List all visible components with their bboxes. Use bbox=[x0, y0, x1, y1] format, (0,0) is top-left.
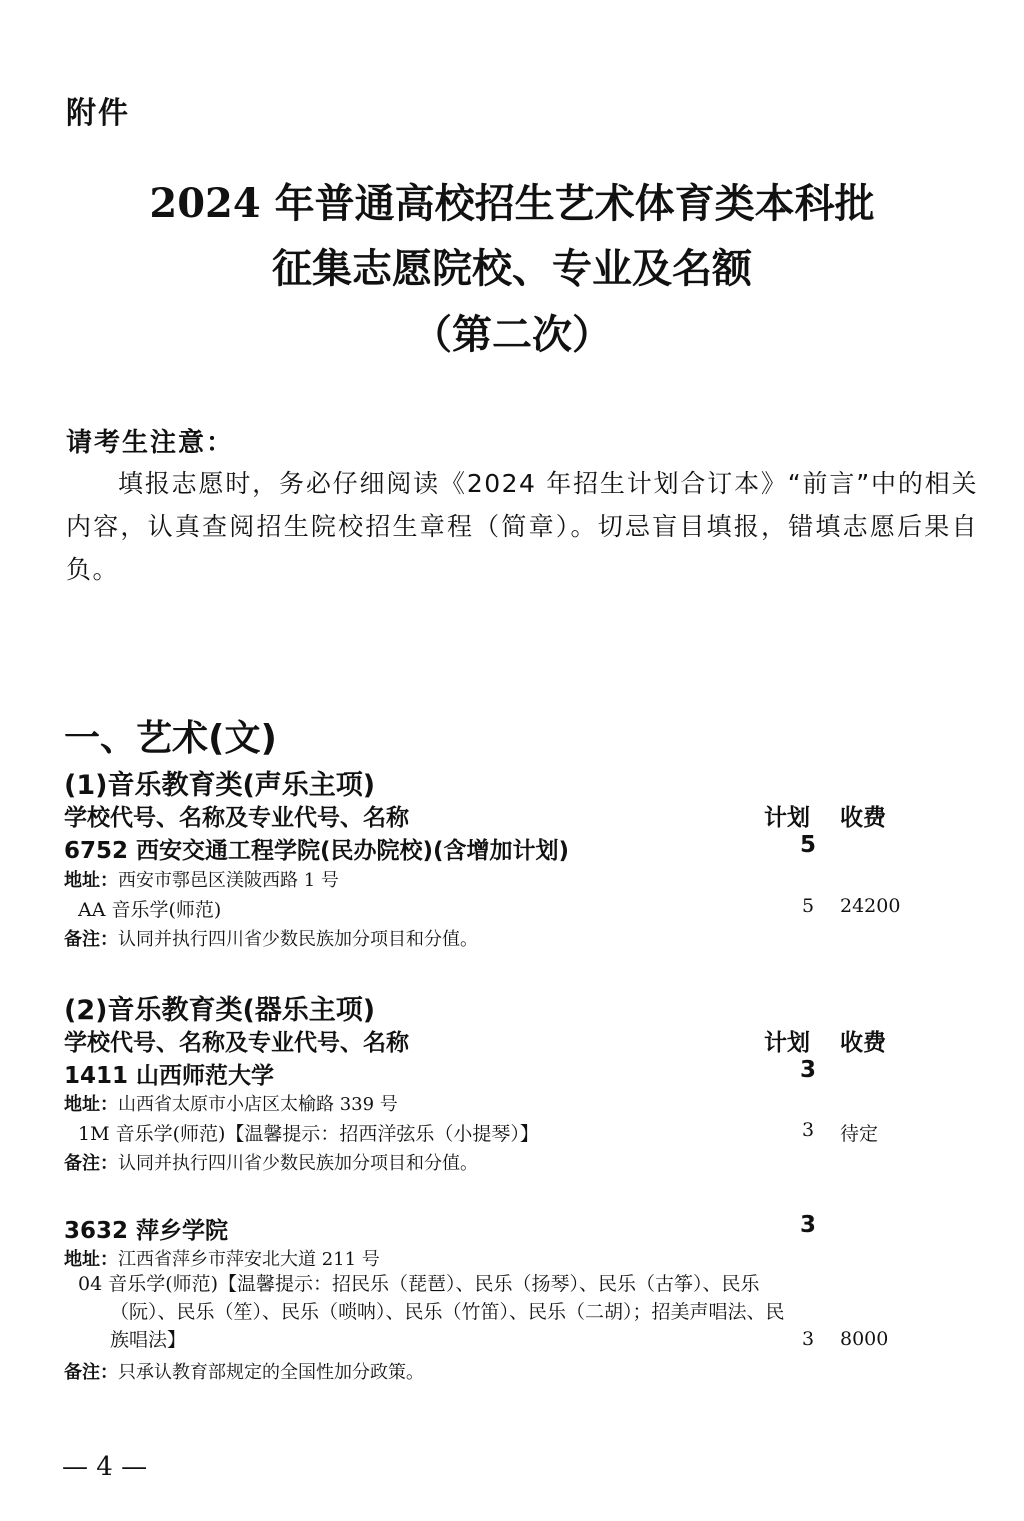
major-name: 04 音乐学(师范)【温馨提示：招民乐（琵琶）、民乐（扬琴）、民乐（古筝）、民乐（阮）、民乐（笙）、民乐（唢呐）、民乐（竹笛）、民乐（二胡）；招美声唱法、民族唱法】 bbox=[78, 1273, 785, 1351]
column-header-name: 学校代号、名称及专业代号、名称 bbox=[64, 805, 409, 831]
school-remark bbox=[64, 925, 478, 951]
major-plan: 3 bbox=[802, 1119, 815, 1141]
notice-body: 填报志愿时，务必仔细阅读《2024 年招生计划合订本》“前言”中的相关内容，认真查阅招生院校招生章程（简章）。切忌盲目填报，错填志愿后果自负。 bbox=[66, 469, 978, 584]
remark-label: 备注： bbox=[64, 929, 118, 950]
school-name: 1411 山西师范大学 bbox=[64, 1063, 275, 1089]
remark-value: 只承认教育部规定的全国性加分政策。 bbox=[118, 1362, 424, 1383]
school-address bbox=[64, 866, 339, 892]
attachment-label: 附件 bbox=[66, 96, 130, 131]
school-plan: 5 bbox=[800, 832, 817, 858]
school-address bbox=[64, 1090, 398, 1116]
address-label: 地址： bbox=[64, 870, 118, 891]
remark-value: 认同并执行四川省少数民族加分项目和分值。 bbox=[118, 1153, 478, 1174]
section-heading: 一、艺术(文) bbox=[64, 718, 277, 759]
major-fee: 8000 bbox=[840, 1328, 889, 1350]
document-title-line1: 2024 年普通高校招生艺术体育类本科批 bbox=[149, 180, 875, 227]
document-title-line3: （第二次） bbox=[412, 311, 612, 358]
column-header-plan: 计划 bbox=[764, 1030, 810, 1056]
column-header-plan: 计划 bbox=[764, 805, 810, 831]
address-value: 江西省萍乡市萍安北大道 211 号 bbox=[118, 1249, 380, 1270]
school-remark bbox=[64, 1149, 478, 1175]
major-plan: 5 bbox=[802, 895, 815, 917]
major-plan: 3 bbox=[802, 1328, 815, 1350]
page-number: — 4 — bbox=[62, 1452, 148, 1482]
school-plan: 3 bbox=[800, 1212, 817, 1238]
column-header-fee: 收费 bbox=[840, 1030, 886, 1056]
school-address bbox=[64, 1245, 380, 1271]
major-name: 1M 音乐学(师范)【温馨提示：招西洋弦乐（小提琴）】 bbox=[78, 1123, 539, 1145]
remark-label: 备注： bbox=[64, 1153, 118, 1174]
column-header-name: 学校代号、名称及专业代号、名称 bbox=[64, 1030, 409, 1056]
column-header-fee: 收费 bbox=[840, 805, 886, 831]
notice-heading: 请考生注意： bbox=[66, 428, 235, 458]
major-fee: 24200 bbox=[840, 895, 901, 917]
school-name: 3632 萍乡学院 bbox=[64, 1218, 229, 1244]
address-value: 山西省太原市小店区太榆路 339 号 bbox=[118, 1094, 398, 1115]
school-remark bbox=[64, 1358, 424, 1384]
major-name: AA 音乐学(师范) bbox=[78, 899, 222, 921]
address-label: 地址： bbox=[64, 1249, 118, 1270]
address-value: 西安市鄠邑区渼陂西路 1 号 bbox=[118, 870, 339, 891]
category-title: (1)音乐教育类(声乐主项) bbox=[64, 770, 376, 801]
category-title: (2)音乐教育类(器乐主项) bbox=[64, 995, 376, 1026]
major-fee: 待定 bbox=[840, 1123, 879, 1145]
school-plan: 3 bbox=[800, 1057, 817, 1083]
remark-value: 认同并执行四川省少数民族加分项目和分值。 bbox=[118, 929, 478, 950]
remark-label: 备注： bbox=[64, 1362, 118, 1383]
address-label: 地址： bbox=[64, 1094, 118, 1115]
document-title-line2: 征集志愿院校、专业及名额 bbox=[272, 245, 752, 292]
school-name: 6752 西安交通工程学院(民办院校)(含增加计划) bbox=[64, 838, 570, 864]
